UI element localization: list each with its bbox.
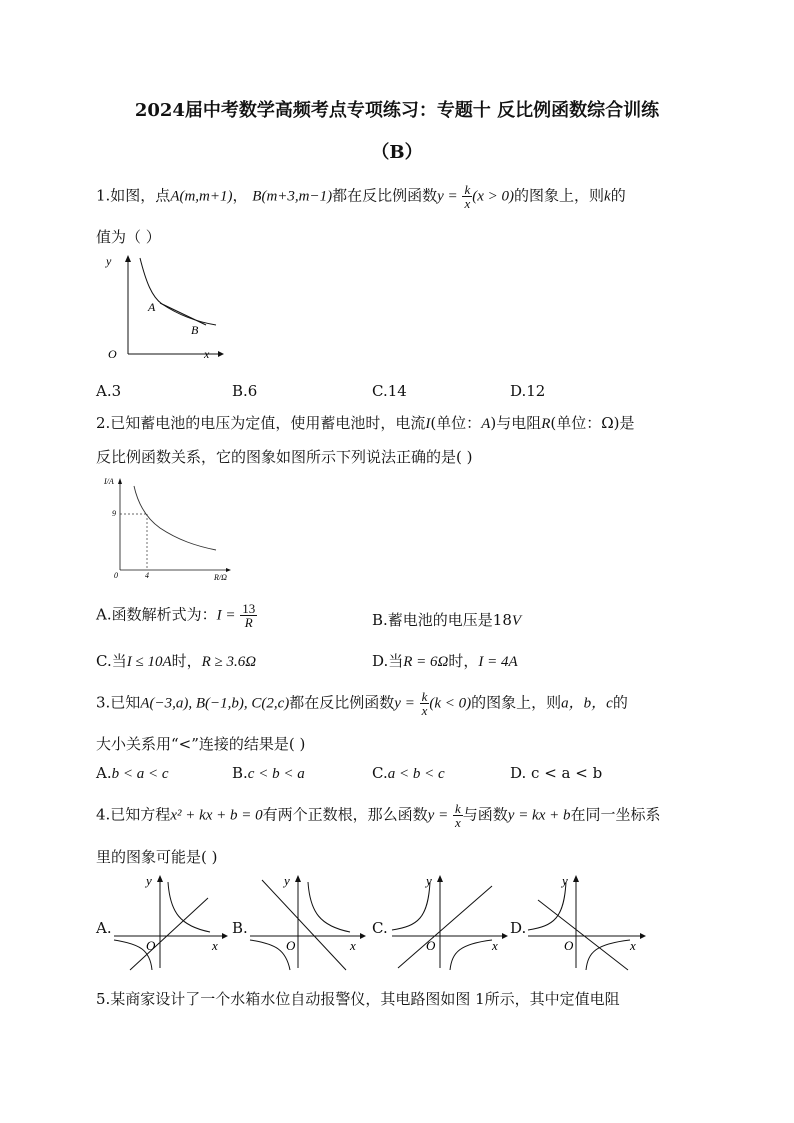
q1-var: k bbox=[604, 188, 611, 205]
q4-c-x: x bbox=[492, 938, 498, 953]
q2-text-b: (单位： bbox=[430, 414, 482, 432]
page-subtitle: （B） bbox=[371, 142, 423, 163]
q4-b-x: x bbox=[350, 938, 356, 953]
q4-func-lhs: y = bbox=[427, 807, 449, 824]
q5-line1: 5.某商家设计了一个水箱水位自动报警仪，其电路图如图 1所示，其中定值电阻 bbox=[96, 990, 620, 1008]
q3-option-a[interactable] bbox=[96, 764, 169, 783]
q2-opt-d-a: D.当 bbox=[372, 652, 404, 670]
q1-option-a[interactable]: A.3 bbox=[96, 382, 122, 400]
q2-line1 bbox=[96, 412, 635, 433]
q4-option-a[interactable] bbox=[96, 872, 228, 972]
q4-a-x: x bbox=[212, 938, 218, 953]
q3-opt-b-label: B. bbox=[232, 764, 248, 782]
q3-opt-a-label: A. bbox=[96, 764, 112, 782]
q3-opt-c-label: C. bbox=[372, 764, 388, 782]
q3-line1 bbox=[96, 690, 628, 717]
q3-line2: 大小关系用“<”连接的结果是( ) bbox=[96, 735, 306, 753]
q2-option-a[interactable] bbox=[96, 602, 257, 629]
q1-fraction: $\frac{k}{x}$ bbox=[464, 182, 471, 211]
q2-option-b[interactable] bbox=[372, 609, 521, 630]
q4-graph-d bbox=[524, 872, 646, 972]
q2-text-d: (单位：Ω)是 bbox=[550, 414, 635, 432]
page-title: 2024届中考数学高频考点专项练习：专题十 反比例函数综合训练 bbox=[134, 100, 660, 121]
q1-suffix: 的图象上，则 bbox=[514, 186, 605, 205]
q4-label-b: B. bbox=[232, 919, 248, 937]
q1-point-a: A(m,m+1) bbox=[170, 188, 233, 205]
q2-line2: 反比例函数关系，它的图象如图所示下列说法正确的是( ) bbox=[96, 448, 473, 466]
q3-fraction: $\frac{k}{x}$ bbox=[421, 689, 428, 718]
q4-line1 bbox=[96, 802, 661, 829]
q2-opt-d-m2: I = 4A bbox=[478, 654, 518, 670]
q2-option-d[interactable] bbox=[372, 650, 518, 671]
q3-cond: (k < 0) bbox=[429, 695, 472, 712]
q1-condition: (x > 0) bbox=[472, 188, 514, 205]
q4-option-b[interactable] bbox=[232, 872, 368, 972]
q2-y-axis-label: I/A bbox=[104, 477, 114, 486]
q3-option-c[interactable] bbox=[372, 764, 445, 783]
q2-x-tick: 4 bbox=[145, 571, 149, 580]
q2-var-i: I bbox=[425, 416, 431, 432]
q1-point-b: B(m+3,m−1) bbox=[252, 188, 333, 205]
q2-var-r: R bbox=[541, 416, 551, 432]
q3-mid: 都在反比例函数 bbox=[289, 693, 395, 712]
q3-func-lhs: y = bbox=[394, 695, 415, 712]
q2-opt-c-m2: R ≥ 3.6Ω bbox=[201, 654, 257, 670]
q4-a-o: O bbox=[146, 938, 156, 953]
q1-option-d[interactable]: D.12 bbox=[510, 382, 546, 400]
q2-y-tick: 9 bbox=[112, 509, 116, 518]
q3-prefix: 3.已知 bbox=[96, 693, 141, 712]
q4-label-c: C. bbox=[372, 919, 388, 937]
q3-suffix: 的图象上，则 bbox=[471, 693, 562, 712]
q2-opt-a-text: A.函数解析式为： bbox=[96, 605, 217, 624]
q2-x-axis-label: R/Ω bbox=[214, 573, 227, 582]
q4-equation: x² + kx + b = 0 bbox=[170, 807, 263, 824]
q4-mid: 有两个正数根，那么函数 bbox=[262, 805, 428, 824]
q4-graph-c bbox=[388, 872, 508, 972]
q1-line1: 1.如图，点A(m,m+1)， B(m+3,m−1)都在反比例函数y = $\frac{k}{x}$ (x > 0)的图象上，则k的 bbox=[96, 182, 626, 211]
q1-origin-label: O bbox=[108, 347, 117, 361]
q1-y-label: y bbox=[106, 254, 112, 268]
q2-opt-d-b: 时， bbox=[448, 652, 479, 670]
q4-d-o: O bbox=[564, 938, 574, 953]
q1-graph bbox=[100, 252, 225, 367]
q4-b-o: O bbox=[286, 938, 296, 953]
q2-opt-c-a: C.当 bbox=[96, 652, 127, 670]
q1-option-c[interactable]: C.14 bbox=[372, 382, 407, 400]
q2-graph bbox=[100, 474, 240, 586]
q2-opt-c-b: 时， bbox=[171, 652, 202, 670]
q4-graph-a bbox=[110, 872, 228, 972]
q3-opt-b: c < b < a bbox=[247, 766, 305, 782]
q4-mid2: 与函数 bbox=[462, 805, 508, 824]
q2-opt-a-fraction: $\frac{13}{R}$ bbox=[242, 601, 256, 630]
q4-c-y: y bbox=[426, 873, 432, 888]
q2-origin: 0 bbox=[114, 571, 118, 580]
q4-d-x: x bbox=[630, 938, 636, 953]
q3-option-b[interactable] bbox=[232, 764, 305, 783]
q4-label-a: A. bbox=[96, 919, 112, 937]
q2-unit-a: A bbox=[481, 416, 491, 432]
q4-option-c[interactable] bbox=[372, 872, 508, 972]
q1-suffix2: 的 bbox=[610, 186, 626, 205]
q2-opt-b-unit: V bbox=[511, 613, 522, 629]
q1-x-label: x bbox=[204, 347, 210, 361]
q3-vars: a，b，c bbox=[561, 695, 613, 712]
q4-d-y: y bbox=[562, 873, 568, 888]
q4-fraction: $\frac{k}{x}$ bbox=[454, 801, 461, 830]
q3-opt-a: b < a < c bbox=[111, 766, 169, 782]
q4-c-o: O bbox=[426, 938, 436, 953]
q2-opt-b-text: B.蓄电池的电压是18 bbox=[372, 611, 512, 629]
q4-label-d: D. bbox=[510, 919, 527, 937]
q4-suffix: 在同一坐标系 bbox=[570, 805, 661, 824]
q1-prefix: 1.如图，点 bbox=[96, 186, 171, 205]
q1-point-a-label: A bbox=[148, 300, 156, 314]
q3-suffix2: 的 bbox=[612, 693, 628, 712]
q1-point-b-label: B bbox=[191, 323, 199, 337]
q2-opt-d-m1: R = 6Ω bbox=[403, 654, 449, 670]
q3-option-d[interactable]: D. c < a < b bbox=[510, 764, 603, 782]
q1-mid: 都在反比例函数 bbox=[332, 186, 438, 205]
q2-text-c: )与电阻 bbox=[490, 414, 542, 432]
q4-a-y: y bbox=[146, 873, 152, 888]
q4-line2: 里的图象可能是( ) bbox=[96, 848, 218, 866]
q4-option-d[interactable] bbox=[510, 872, 646, 972]
q4-func2: y = kx + b bbox=[507, 807, 571, 824]
q3-points: A(−3,a), B(−1,b), C(2,c) bbox=[140, 695, 290, 712]
q1-option-b[interactable]: B.6 bbox=[232, 382, 258, 400]
q2-option-c[interactable] bbox=[96, 650, 256, 671]
q4-b-y: y bbox=[284, 873, 290, 888]
q2-opt-a-lhs: I = bbox=[216, 607, 236, 624]
q1-func-lhs: y = bbox=[437, 188, 458, 205]
q4-graph-b bbox=[246, 872, 366, 972]
q2-opt-c-m1: I ≤ 10A bbox=[126, 654, 172, 670]
q1-line2: 值为（ ） bbox=[96, 228, 161, 246]
q4-prefix: 4.已知方程 bbox=[96, 805, 171, 824]
q2-text-a: 2.已知蓄电池的电压为定值，使用蓄电池时，电流 bbox=[96, 414, 426, 432]
q3-opt-c: a < b < c bbox=[387, 766, 445, 782]
